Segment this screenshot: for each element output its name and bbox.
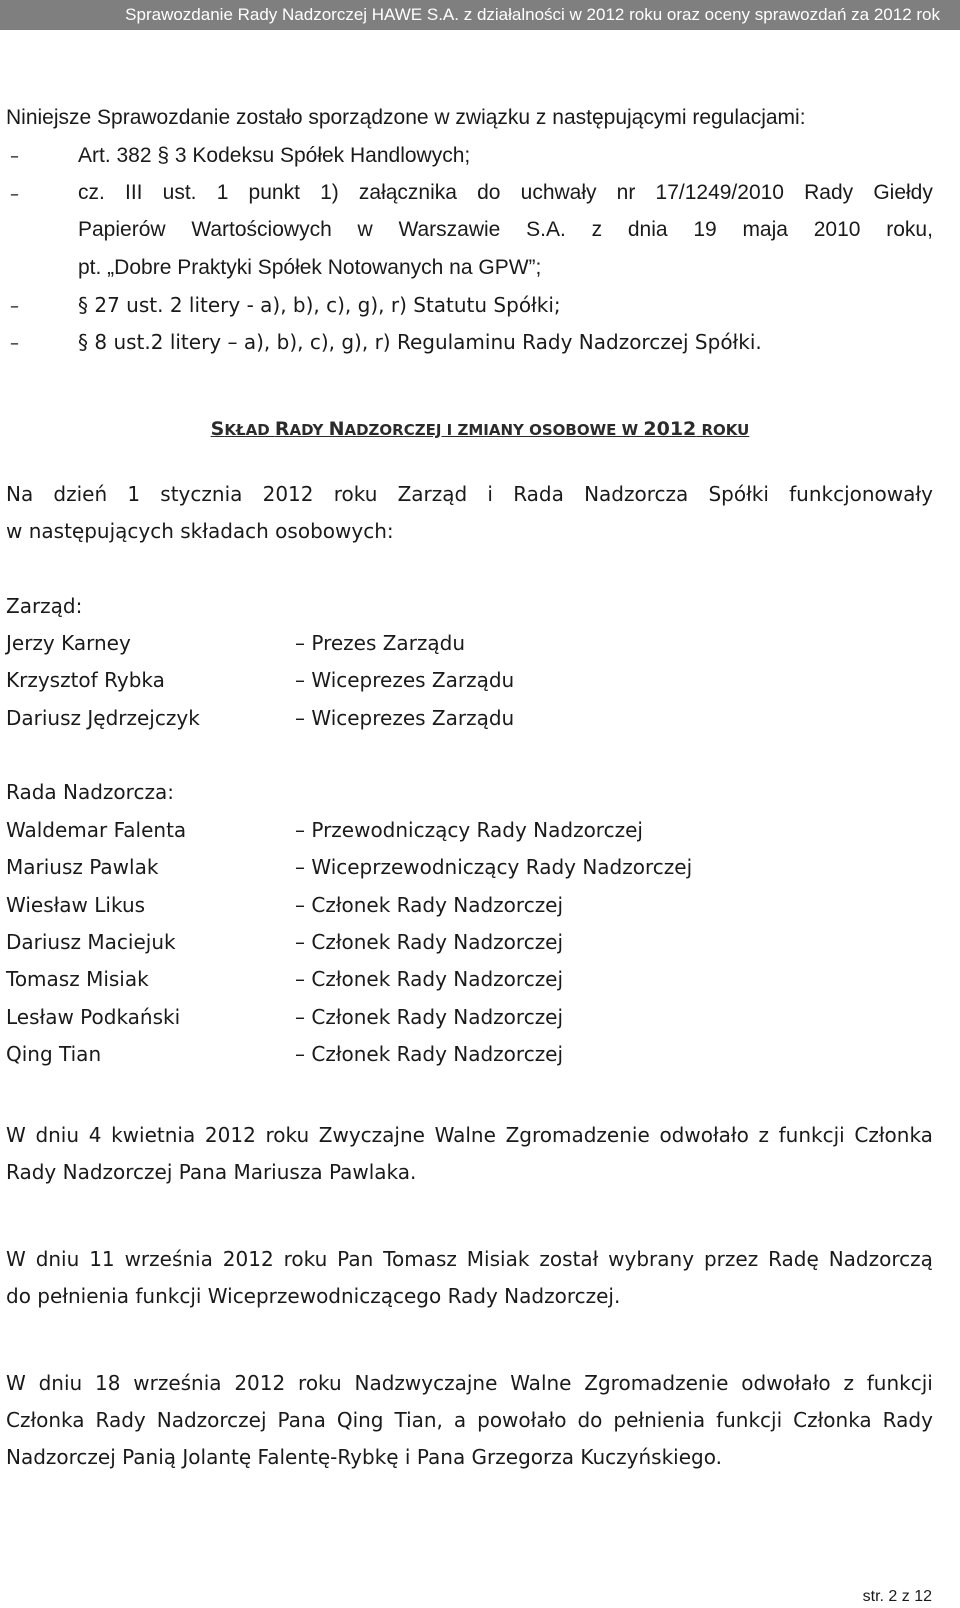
member-role: – Przewodniczący Rady Nadzorczej bbox=[295, 818, 643, 842]
paragraph-2-line-2: Rady Nadzorczej Pana Mariusza Pawlaka. bbox=[6, 1160, 417, 1184]
section-title-part: R bbox=[274, 418, 290, 440]
word: Zarząd bbox=[397, 482, 468, 506]
section-title-part: ROKU bbox=[696, 421, 750, 439]
member-name: Dariusz Jędrzejczyk bbox=[6, 705, 200, 730]
word: dniu bbox=[38, 1371, 83, 1395]
member-role: – Członek Rady Nadzorczej bbox=[295, 1004, 564, 1029]
word: i bbox=[487, 482, 493, 506]
paragraph-4-line-1 bbox=[6, 1371, 933, 1395]
word: Członka bbox=[6, 1408, 85, 1432]
word: z bbox=[843, 1371, 854, 1395]
word: dnia bbox=[627, 218, 668, 241]
member-role: – Wiceprezes Zarządu bbox=[295, 705, 515, 730]
section-title-part: ADZORCZEJ I ZMIANY OSOBOWE W bbox=[344, 421, 644, 439]
member-name: Jerzy Karney bbox=[6, 631, 131, 655]
word: dzień bbox=[53, 482, 108, 506]
paragraph-1-line-1 bbox=[6, 482, 933, 506]
word: 2012 bbox=[222, 1247, 274, 1271]
word: Nadzwyczajne bbox=[354, 1371, 498, 1395]
word: roku bbox=[265, 1123, 310, 1147]
word: września bbox=[133, 1371, 222, 1395]
word: Zgromadzenie bbox=[505, 1123, 650, 1147]
word: Nadzorczej bbox=[156, 1408, 267, 1432]
section-title-part: 2012 bbox=[643, 418, 697, 440]
word: 2012 bbox=[204, 1123, 256, 1147]
word: z bbox=[758, 1123, 769, 1147]
word: W bbox=[6, 1371, 26, 1395]
word: 1 bbox=[216, 181, 229, 204]
word: Misiak bbox=[466, 1247, 530, 1271]
regulation-item-2-line-3: pt. „Dobre Praktyki Spółek Notowanych na GPW”; bbox=[78, 256, 542, 279]
word: 11 bbox=[89, 1247, 115, 1271]
member-name: Wiesław Likus bbox=[6, 892, 146, 917]
word: Rada bbox=[513, 482, 564, 506]
word: został bbox=[539, 1247, 599, 1271]
word: pełnienia bbox=[613, 1408, 706, 1432]
word: funkcjonowały bbox=[789, 482, 933, 506]
member-name: Qing Tian bbox=[6, 1041, 102, 1066]
list-dash: – bbox=[10, 296, 19, 317]
word: cz. bbox=[78, 181, 105, 204]
paragraph-3-line-1 bbox=[6, 1247, 933, 1271]
word: przez bbox=[703, 1247, 759, 1271]
member-role: – Członek Rady Nadzorczej bbox=[295, 892, 564, 917]
word: 1 bbox=[127, 482, 141, 506]
word: maja bbox=[742, 218, 788, 241]
word: a bbox=[453, 1408, 467, 1432]
word: Walne bbox=[510, 1371, 572, 1395]
word: Tian, bbox=[394, 1408, 443, 1432]
word: powołało bbox=[477, 1408, 567, 1432]
word: Na bbox=[6, 482, 34, 506]
board-heading: Zarząd: bbox=[6, 594, 83, 618]
word: S.A. bbox=[526, 218, 566, 241]
word: 17/1249/2010 bbox=[655, 181, 784, 204]
word: Radę bbox=[768, 1247, 819, 1271]
word: stycznia bbox=[160, 482, 243, 506]
word: roku bbox=[283, 1247, 328, 1271]
word: Nadzorczą bbox=[828, 1247, 933, 1271]
regulation-item-3: § 27 ust. 2 litery - a), b), c), g), r) Statutu Spółki; bbox=[78, 293, 561, 317]
list-dash: – bbox=[10, 146, 19, 167]
word: kwietnia bbox=[111, 1123, 196, 1147]
word: odwołało bbox=[659, 1123, 749, 1147]
word: W bbox=[6, 1247, 26, 1271]
member-name: Krzysztof Rybka bbox=[6, 668, 165, 693]
word: dniu bbox=[35, 1247, 80, 1271]
member-name: Lesław Podkański bbox=[6, 1004, 181, 1029]
word: Nadzorcza bbox=[584, 482, 689, 506]
word: Członka bbox=[854, 1123, 933, 1147]
member-role: – Prezes Zarządu bbox=[295, 631, 466, 655]
word: Rady bbox=[804, 181, 854, 204]
list-dash: – bbox=[10, 184, 19, 205]
paragraph-3-line-2: do pełnienia funkcji Wiceprzewodniczącego Rady Nadzorczej. bbox=[6, 1284, 621, 1308]
council-heading: Rada Nadzorcza: bbox=[6, 780, 174, 804]
word: załącznika bbox=[358, 181, 457, 204]
section-title-part: N bbox=[328, 418, 345, 440]
word: 19 bbox=[693, 218, 717, 241]
word: roku bbox=[298, 1371, 342, 1395]
member-role: – Wiceprezes Zarządu bbox=[295, 668, 515, 693]
word: 2012 bbox=[262, 482, 314, 506]
word: Spółki bbox=[708, 482, 769, 506]
word: 18 bbox=[94, 1371, 121, 1395]
word: 2012 bbox=[234, 1371, 286, 1395]
word: 1) bbox=[320, 181, 339, 204]
word: funkcji bbox=[716, 1408, 783, 1432]
member-role: – Członek Rady Nadzorczej bbox=[295, 929, 564, 954]
section-title bbox=[0, 418, 960, 440]
word: Rady bbox=[882, 1408, 933, 1432]
member-name: Tomasz Misiak bbox=[6, 967, 149, 992]
word: uchwały bbox=[520, 181, 597, 204]
word: 2010 bbox=[813, 218, 861, 241]
word: roku bbox=[333, 482, 378, 506]
word: Zgromadzenie bbox=[584, 1371, 729, 1395]
word: Giełdy bbox=[873, 181, 933, 204]
section-title-part: ADY bbox=[289, 421, 329, 439]
regulation-item-1: Art. 382 § 3 Kodeksu Spółek Handlowych; bbox=[78, 144, 471, 167]
document-header bbox=[0, 0, 960, 30]
word: ust. bbox=[162, 181, 197, 204]
word: III bbox=[125, 181, 143, 204]
word: odwołało bbox=[741, 1371, 831, 1395]
word: Wartościowych bbox=[191, 218, 332, 241]
member-name: Dariusz Maciejuk bbox=[6, 929, 176, 954]
member-role: – Członek Rady Nadzorczej bbox=[295, 967, 564, 992]
paragraph-4-line-2 bbox=[6, 1408, 933, 1432]
regulation-item-2-line-1 bbox=[78, 181, 933, 205]
word: funkcji bbox=[778, 1123, 845, 1147]
word: dniu bbox=[35, 1123, 80, 1147]
section-title-part: KŁAD bbox=[224, 421, 275, 439]
word: wybrany bbox=[608, 1247, 695, 1271]
word: funkcji bbox=[866, 1371, 933, 1395]
word: punkt bbox=[248, 181, 300, 204]
word: Pana bbox=[277, 1408, 326, 1432]
word: Papierów bbox=[78, 218, 166, 241]
word: W bbox=[6, 1123, 26, 1147]
section-title-part: S bbox=[210, 418, 225, 440]
list-dash: – bbox=[10, 333, 19, 354]
word: nr bbox=[616, 181, 636, 204]
word: Pan bbox=[337, 1247, 374, 1271]
paragraph-2-line-1 bbox=[6, 1123, 933, 1147]
paragraph-1-line-2: w następujących składach osobowych: bbox=[6, 519, 394, 543]
regulation-item-4: § 8 ust.2 litery – a), b), c), g), r) Regulaminu Rady Nadzorczej Spółki. bbox=[78, 330, 762, 354]
member-role: – Członek Rady Nadzorczej bbox=[295, 1041, 564, 1066]
word: do bbox=[477, 181, 501, 204]
word: Zwyczajne bbox=[318, 1123, 425, 1147]
intro-text: Niniejsze Sprawozdanie zostało sporządzone w związku z następującymi regulacjami: bbox=[6, 106, 806, 129]
word: 4 bbox=[88, 1123, 102, 1147]
member-role: – Wiceprzewodniczący Rady Nadzorczej bbox=[295, 855, 693, 880]
word: Rady bbox=[95, 1408, 146, 1432]
regulation-item-2-line-2 bbox=[78, 218, 933, 242]
word: Qing bbox=[336, 1408, 384, 1432]
word: września bbox=[124, 1247, 213, 1271]
word: Walne bbox=[434, 1123, 496, 1147]
word: w bbox=[357, 218, 373, 241]
word: z bbox=[591, 218, 603, 241]
header-title: Sprawozdanie Rady Nadzorczej HAWE S.A. z działalności w 2012 roku oraz oceny sprawozdań za 2012 rok bbox=[125, 5, 940, 24]
member-name: Mariusz Pawlak bbox=[6, 855, 159, 880]
word: Tomasz bbox=[383, 1247, 457, 1271]
word: Członka bbox=[793, 1408, 872, 1432]
member-name: Waldemar Falenta bbox=[6, 818, 187, 842]
word: do bbox=[577, 1408, 603, 1432]
page-number: str. 2 z 12 bbox=[862, 1588, 932, 1605]
word: Warszawie bbox=[398, 218, 501, 241]
paragraph-4-line-3: Nadzorczej Panią Jolantę Falentę-Rybkę i Pana Grzegorza Kuczyńskiego. bbox=[6, 1445, 722, 1469]
word: roku, bbox=[886, 218, 933, 241]
